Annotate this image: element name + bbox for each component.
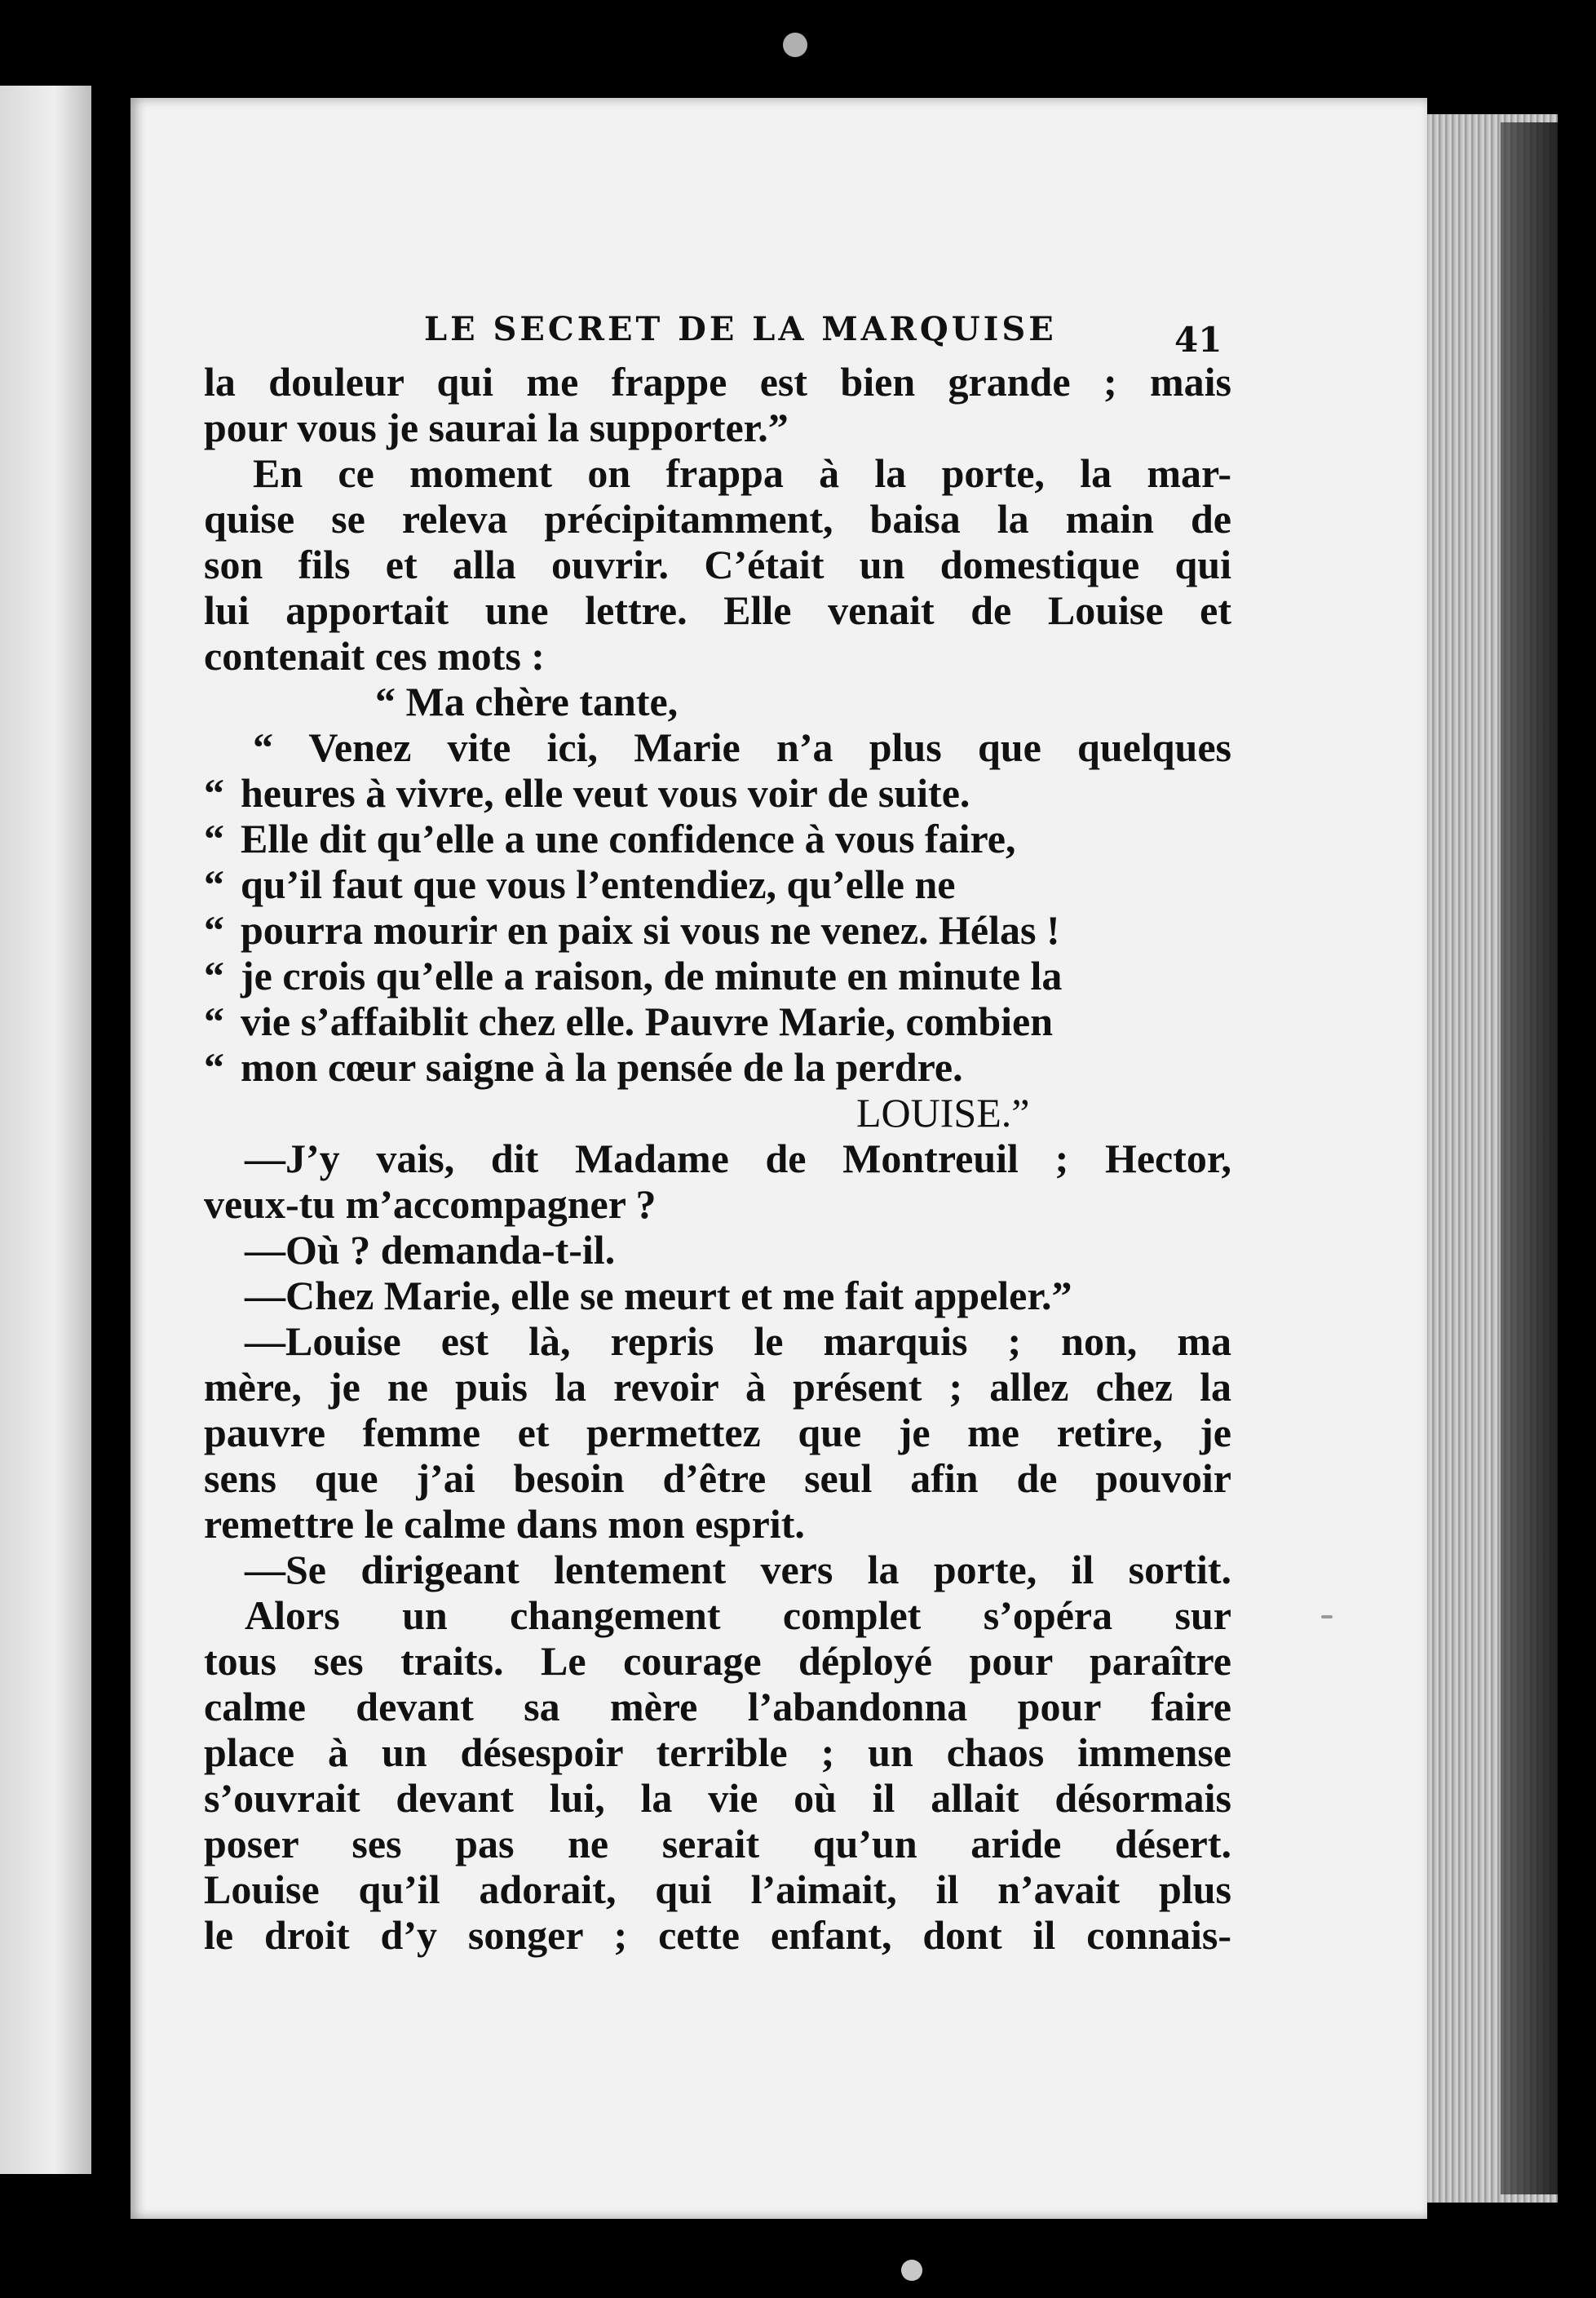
text-line: “ Venez vite ici, Marie n’a plus que quelques	[253, 724, 1231, 770]
scan-speck	[901, 2260, 922, 2281]
text-line: quise se releva précipitamment, baisa la main de	[204, 496, 1231, 542]
text-line: Louise qu’il adorait, qui l’aimait, il n’avait plus	[204, 1866, 1231, 1912]
running-head: LE SECRET DE LA MARQUISE	[424, 310, 1057, 348]
text-line: heures à vivre, elle veut vous voir de suite.	[241, 770, 970, 816]
text-line: —Louise est là, repris le marquis ; non, ma	[245, 1318, 1231, 1364]
text-line: En ce moment on frappa à la porte, la mar-	[253, 450, 1231, 496]
text-line: contenait ces mots :	[204, 633, 545, 679]
text-line: s’ouvrait devant lui, la vie où il allait désormais	[204, 1775, 1231, 1821]
text-line: —Où ? demanda-t-il.	[245, 1227, 616, 1273]
quoted-line	[204, 770, 1231, 816]
scan-speck	[1321, 1615, 1333, 1618]
text-line: calme devant sa mère l’abandonna pour faire	[204, 1684, 1231, 1729]
quoted-line	[204, 816, 1231, 861]
text-line: Elle dit qu’elle a une confidence à vous faire,	[241, 816, 1016, 861]
text-line: “ Ma chère tante,	[375, 679, 679, 724]
quoted-line	[204, 953, 1231, 998]
text-line: veux-tu m’accompagner ?	[204, 1181, 657, 1227]
text-line: son fils et alla ouvrir. C’était un domestique qui	[204, 542, 1231, 587]
text-line: la douleur qui me frappe est bien grande ; mais	[204, 359, 1231, 405]
facing-page-edge	[0, 86, 91, 2174]
quote-mark: “	[204, 907, 224, 953]
text-line: mon cœur saigne à la pensée de la perdre.	[241, 1044, 963, 1090]
text-line: vie s’affaiblit chez elle. Pauvre Marie, combien	[241, 998, 1054, 1044]
text-line: le droit d’y songer ; cette enfant, dont il connais-	[204, 1912, 1231, 1958]
text-line: poser ses pas ne serait qu’un aride désert.	[204, 1821, 1231, 1866]
body-text	[204, 359, 1231, 1958]
quote-mark: “	[204, 953, 224, 998]
text-line: qu’il faut que vous l’entendiez, qu’elle ne	[241, 861, 956, 907]
quoted-line	[204, 998, 1231, 1044]
text-line: pauvre femme et permettez que je me retire, je	[204, 1410, 1231, 1455]
quoted-line	[204, 907, 1231, 953]
letter-signature: LOUISE.”	[856, 1090, 1030, 1136]
scan-speck	[783, 33, 807, 57]
quote-mark: “	[204, 998, 224, 1044]
quote-mark: “	[204, 861, 224, 907]
page-number: 41	[1174, 320, 1222, 360]
text-line: —Se dirigeant lentement vers la porte, il sortit.	[245, 1547, 1231, 1592]
text-line: place à un désespoir terrible ; un chaos immense	[204, 1729, 1231, 1775]
text-line: pour vous je saurai la supporter.”	[204, 405, 789, 450]
text-line: Alors un changement complet s’opéra sur	[245, 1592, 1231, 1638]
text-line: —Chez Marie, elle se meurt et me fait appeler.”	[245, 1273, 1072, 1318]
quote-mark: “	[204, 816, 224, 861]
text-line: tous ses traits. Le courage déployé pour paraître	[204, 1638, 1231, 1684]
text-line: remettre le calme dans mon esprit.	[204, 1501, 805, 1547]
quote-mark: “	[204, 1044, 224, 1090]
text-line: je crois qu’elle a raison, de minute en minute la	[241, 953, 1063, 998]
text-line: pourra mourir en paix si vous ne venez. Hélas !	[241, 907, 1060, 953]
quote-mark: “	[204, 770, 224, 816]
text-line: —J’y vais, dit Madame de Montreuil ; Hector,	[245, 1136, 1231, 1181]
text-line: mère, je ne puis la revoir à présent ; allez chez la	[204, 1364, 1231, 1410]
text-line: sens que j’ai besoin d’être seul afin de pouvoir	[204, 1455, 1231, 1501]
quoted-line	[204, 1044, 1231, 1090]
binding-shadow	[1501, 122, 1558, 2194]
quoted-line	[204, 861, 1231, 907]
text-line: lui apportait une lettre. Elle venait de Louise et	[204, 587, 1231, 633]
